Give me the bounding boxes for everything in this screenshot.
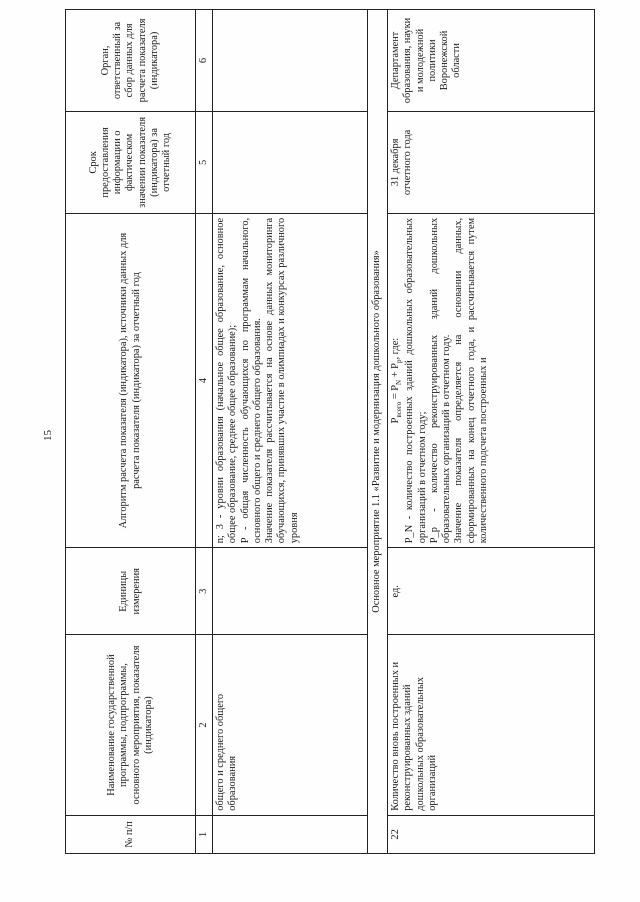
table-row-continued — [213, 10, 368, 854]
algorithm-line: n; 3 - уровни образования (начальное общее образование, основное общее образование, среднее общее образование); — [215, 217, 239, 544]
cell-num: 22 — [388, 815, 595, 853]
cell-deadline-empty — [213, 111, 368, 213]
column-number: 1 — [196, 815, 213, 853]
algorithm-line: P - общая численность обучающихся по программам начального, основного общего и среднего общего образования. — [239, 217, 263, 544]
formula-sub: всего — [395, 401, 404, 418]
formula-lhs: P — [390, 417, 401, 424]
header-unit: Единицы измерения — [66, 548, 196, 635]
algorithm-line: Значение показателя определяется на основании данных, сформированных на конец отчетного года, и рассчитывается путем количественного подсчета построенных и — [453, 217, 489, 544]
header-organ: Орган, ответственный за сбор данных для расчета показателя (индикатора) — [66, 10, 196, 112]
header-deadline: Срок предоставления информации о фактическом значении показателя (индикатора) за отчетный год — [66, 111, 196, 213]
formula-part: + P — [390, 363, 401, 380]
page-number: 15 — [42, 430, 54, 441]
algorithm-line: P_N - количество построенных зданий дошкольных образовательных организаций в отчетном году; — [404, 217, 428, 544]
cell-name: Количество вновь построенных и реконструированных зданий дошкольных образовательных организаций — [388, 635, 595, 815]
cell-name: общего и среднего общего образования — [213, 635, 368, 815]
cell-algorithm — [213, 213, 368, 547]
cell-organ: Департамент образования, науки и молодежной политики Воронежской области — [388, 10, 595, 112]
formula-part: , где: — [390, 337, 401, 360]
formula — [390, 218, 403, 543]
formula-sub: р — [395, 359, 404, 364]
column-number: 3 — [196, 548, 213, 635]
rotated-table-container — [65, 9, 595, 854]
cell-algorithm — [388, 213, 595, 547]
header-algorithm: Алгоритм расчета показателя (индикатора), источники данных для расчета показателя (индикатора) за отчетный год — [66, 213, 196, 547]
column-numbers-row — [196, 10, 213, 854]
formula-sub: N — [395, 379, 404, 385]
column-number: 5 — [196, 111, 213, 213]
cell-num-empty — [213, 815, 368, 853]
algorithm-line: P_р - количество реконструированных зданий дошкольных образовательных организаций в отчетном году. — [428, 217, 453, 544]
cell-unit: ед. — [388, 548, 595, 635]
header-name: Наименование государственной программы, подпрограммы, основного мероприятия, показателя (индикатора) — [66, 635, 196, 815]
table-header-row — [66, 10, 196, 854]
cell-unit-empty — [213, 548, 368, 635]
table-row-22 — [388, 10, 595, 854]
column-number: 2 — [196, 635, 213, 815]
cell-organ-empty — [213, 10, 368, 112]
header-num: № п/п — [66, 815, 196, 853]
algorithm-line: Значение показателя рассчитывается на основе данных мониторинга обучающихся, принявших участие в олимпиадах и конкурсах различного уровня — [264, 217, 300, 544]
indicator-table — [65, 9, 595, 854]
formula-part: = P — [390, 384, 401, 402]
cell-deadline: 31 декабря отчетного года — [388, 111, 595, 213]
column-number: 6 — [196, 10, 213, 112]
section-row — [368, 10, 388, 854]
section-title: Основное мероприятие 1.1 «Развитие и модернизация дошкольного образования» — [368, 10, 388, 854]
column-number: 4 — [196, 213, 213, 547]
